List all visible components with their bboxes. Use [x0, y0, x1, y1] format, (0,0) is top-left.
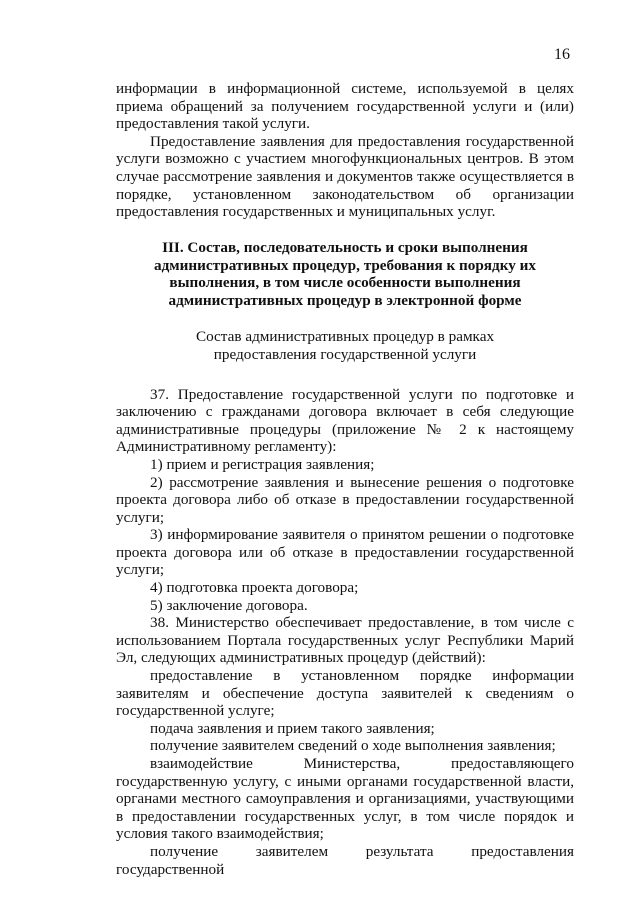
list-item: 5) заключение договора.	[150, 596, 308, 614]
list-item: предоставление в установленном порядке информации заявителям и обеспечение доступа заявителей к сведениям о государственной услуге;	[116, 667, 574, 720]
document-body	[116, 80, 574, 878]
list-item: 3) информирование заявителя о принятом решении о подготовке проекта договора или об отказе в предоставлении государственной услуги;	[116, 526, 574, 579]
paragraph-continuation: информации в информационной системе, используемой в целях приема обращений за получением государственной услуги и (или) предоставления такой услуги.	[116, 80, 574, 133]
list-item: получение заявителем результата предоставления государственной	[116, 842, 574, 878]
list-item: взаимодействие Министерства, предоставляющего государственную услугу, с иными органами государственной власти, органами местного самоуправления и организациями, участвующими в предоставлении государственных услуг, в том числе порядок и условия такого взаимодействия;	[116, 755, 574, 843]
section-heading-line: административных процедур, требования к порядку их	[154, 256, 536, 274]
list-item: получение заявителем сведений о ходе выполнения заявления;	[150, 737, 556, 755]
list-item: 4) подготовка проекта договора;	[150, 579, 359, 597]
list-item: подача заявления и прием такого заявления;	[150, 719, 435, 737]
list-item: 1) прием и регистрация заявления;	[150, 455, 375, 473]
subsection-heading-line: Состав административных процедур в рамках	[195, 327, 495, 345]
paragraph-38: 38. Министерство обеспечивает предоставление, в том числе с использованием Портала государственных услуг Республики Марий Эл, следующих административных процедур (действий):	[116, 614, 574, 667]
paragraph-mfc: Предоставление заявления для предоставления государственной услуги возможно с участием многофункциональных центров. В этом случае рассмотрение заявления и документов также осуществляется в порядке, установленном законодательством об организации предоставления государственных и муниципальных услуг.	[116, 132, 574, 221]
subsection-heading-line: предоставления государственной услуги	[213, 345, 477, 363]
subsection-heading	[116, 328, 574, 364]
paragraph-37: 37. Предоставление государственной услуги по подготовке и заключению с гражданами договора включает в себя следующие административные процедуры (приложение № 2 к настоящему Административному регламенту):	[116, 385, 574, 456]
section-heading-line: административных процедур в электронной форме	[168, 292, 522, 310]
page-number: 16	[554, 46, 570, 63]
section-heading	[116, 239, 574, 310]
section-heading-line: III. Состав, последовательность и сроки выполнения	[162, 238, 528, 256]
section-heading-line: выполнения, в том числе особенности выполнения	[169, 274, 521, 292]
list-item: 2) рассмотрение заявления и вынесение решения о подготовке проекта договора либо об отказе в предоставлении государственной услуги;	[116, 473, 574, 526]
